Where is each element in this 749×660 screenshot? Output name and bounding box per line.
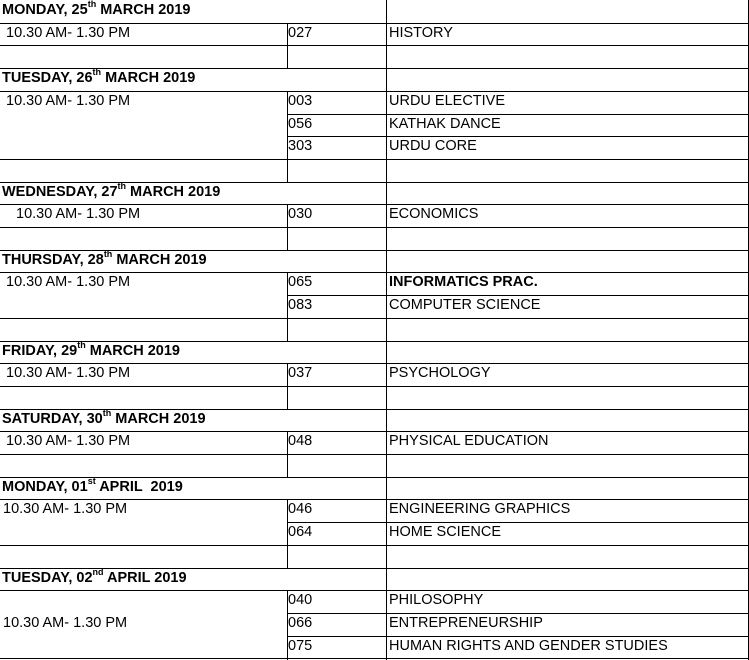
column-divider [386,91,387,115]
subject-name: KATHAK DANCE [389,115,501,132]
exam-date-suffix: APRIL 2019 [95,478,183,495]
exam-date [0,182,287,205]
column-divider [287,295,288,319]
subject-code: 065 [288,274,313,291]
date-header-row [0,568,749,591]
column-divider [287,114,288,138]
exam-row [0,613,749,636]
column-divider [386,590,387,614]
column-divider [386,363,387,387]
subject-code: 037 [288,365,313,382]
exam-date-suffix: MARCH 2019 [101,70,196,87]
subject-name: HISTORY [389,24,453,41]
column-divider [386,545,387,569]
column-divider [287,91,288,115]
date-header-row [0,68,749,91]
exam-time [0,136,287,159]
exam-row [0,636,749,659]
exam-time [0,636,287,659]
exam-date-prefix: THURSDAY, 28 [2,251,104,268]
exam-date [0,568,287,591]
row-border [0,658,748,659]
exam-time [0,295,287,318]
exam-date-ordinal: th [102,408,112,418]
exam-row [0,499,749,522]
exam-date [0,477,287,500]
exam-date-prefix: WEDNESDAY, 27 [2,183,118,200]
column-divider [287,318,288,342]
blank-row [0,545,749,568]
exam-time: 10.30 AM- 1.30 PM [16,206,141,223]
subject-code: 075 [288,637,313,654]
exam-date-prefix: FRIDAY, 29 [2,342,78,359]
column-divider [386,0,387,24]
exam-date-ordinal: nd [92,567,104,577]
blank-row [0,227,749,250]
exam-date-ordinal: th [77,340,86,350]
exam-date-prefix: MONDAY, 25 [2,2,88,18]
exam-date [0,0,287,23]
subject-name: PHYSICAL EDUCATION [389,433,549,450]
subject-name: ENGINEERING GRAPHICS [389,501,571,518]
column-divider [386,23,387,47]
column-divider [287,136,288,160]
column-divider [287,522,288,546]
exam-date-prefix: MONDAY, 01 [2,478,88,495]
column-divider [386,250,387,274]
column-divider [287,159,288,183]
column-divider [386,114,387,138]
column-divider [386,477,387,501]
subject-name: COMPUTER SCIENCE [389,297,541,314]
exam-row [0,204,749,227]
exam-row [0,23,749,46]
column-divider [386,431,387,455]
subject-code: 030 [288,206,313,223]
column-divider [386,272,387,296]
exam-time [0,590,287,613]
column-divider [287,386,288,410]
exam-time: 10.30 AM- 1.30 PM [6,433,131,450]
subject-name: HUMAN RIGHTS AND GENDER STUDIES [389,637,668,654]
column-divider [287,272,288,296]
subject-name: HOME SCIENCE [389,524,501,541]
exam-date-prefix: TUESDAY, 02 [2,569,93,586]
subject-name: PHILOSOPHY [389,592,484,609]
column-divider [386,318,387,342]
exam-date-prefix: SATURDAY, 30 [2,410,103,427]
exam-date-suffix: MARCH 2019 [96,2,191,18]
date-header-row [0,182,749,205]
subject-name: ECONOMICS [389,206,479,223]
exam-date-ordinal: th [92,68,102,78]
column-divider [386,68,387,92]
subject-name: INFORMATICS PRAC. [389,274,538,291]
column-divider [386,341,387,365]
exam-time [0,522,287,545]
exam-date-suffix: MARCH 2019 [111,410,206,427]
exam-row [0,295,749,318]
column-divider [287,545,288,569]
exam-date-suffix: MARCH 2019 [112,251,207,268]
exam-time: 10.30 AM- 1.30 PM [3,614,128,631]
subject-code: 303 [288,138,313,155]
blank-row [0,45,749,68]
exam-date [0,250,287,273]
column-divider [287,363,288,387]
exam-row [0,114,749,137]
subject-code: 003 [288,92,313,109]
exam-row [0,91,749,114]
exam-time: 10.30 AM- 1.30 PM [3,501,128,518]
column-divider [287,45,288,69]
exam-row [0,272,749,295]
date-header-row [0,0,749,23]
exam-date-prefix: TUESDAY, 26 [2,70,93,87]
column-divider [386,227,387,251]
subject-code: 056 [288,115,313,132]
exam-time [0,114,287,137]
exam-date-ordinal: th [87,0,97,10]
column-divider [386,45,387,69]
exam-time: 10.30 AM- 1.30 PM [6,365,131,382]
blank-row [0,159,749,182]
column-divider [386,522,387,546]
exam-date-suffix: MARCH 2019 [85,342,180,359]
exam-date-ordinal: th [103,249,113,259]
column-divider [386,499,387,523]
exam-row [0,431,749,454]
exam-date [0,409,287,432]
subject-code: 064 [288,524,313,541]
column-divider [287,613,288,637]
exam-time: 10.30 AM- 1.30 PM [6,24,131,41]
column-divider [386,386,387,410]
column-divider [386,454,387,478]
date-header-row [0,409,749,432]
subject-code: 040 [288,592,313,609]
date-header-row [0,250,749,273]
column-divider [386,613,387,637]
subject-code: 083 [288,297,313,314]
blank-row [0,318,749,341]
subject-name: ENTREPRENEURSHIP [389,614,543,631]
column-divider [386,409,387,433]
column-divider [386,182,387,206]
exam-row [0,136,749,159]
column-divider [386,204,387,228]
column-divider [386,568,387,592]
exam-time: 10.30 AM- 1.30 PM [6,92,131,109]
column-divider [287,227,288,251]
column-divider [386,136,387,160]
subject-code: 046 [288,501,313,518]
column-divider [287,454,288,478]
blank-row [0,454,749,477]
date-header-row [0,341,749,364]
column-divider [287,636,288,660]
subject-name: URDU CORE [389,138,477,155]
date-header-row [0,477,749,500]
column-divider [287,590,288,614]
blank-row [0,386,749,409]
subject-name: URDU ELECTIVE [389,92,506,109]
column-divider [287,23,288,47]
exam-row [0,590,749,613]
exam-date [0,341,287,364]
subject-code: 027 [288,24,313,41]
exam-date-suffix: APRIL 2019 [103,569,187,586]
exam-date-ordinal: th [117,181,127,191]
exam-time: 10.30 AM- 1.30 PM [6,274,131,291]
exam-date [0,68,287,91]
subject-code: 048 [288,433,313,450]
column-divider [386,159,387,183]
exam-date-ordinal: st [87,476,96,486]
subject-name: PSYCHOLOGY [389,365,491,382]
column-divider [386,295,387,319]
exam-row [0,522,749,545]
exam-row [0,363,749,386]
column-divider [287,204,288,228]
column-divider [287,431,288,455]
column-divider [386,636,387,660]
exam-date-suffix: MARCH 2019 [126,183,221,200]
column-divider [287,499,288,523]
subject-code: 066 [288,614,313,631]
